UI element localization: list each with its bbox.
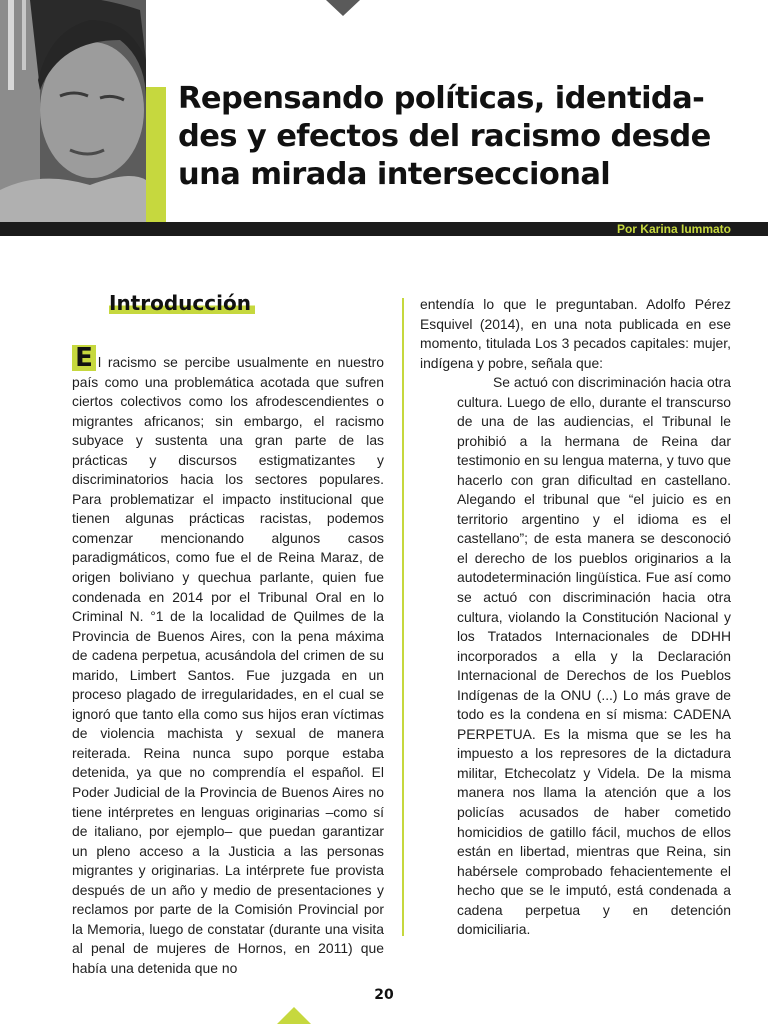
- title-line-1: Repensando políticas, identida-: [178, 81, 705, 116]
- title-line-3: una mirada interseccional: [178, 157, 611, 192]
- intro-paragraph: [72, 343, 384, 979]
- page-number: 20: [374, 987, 394, 1003]
- section-heading: Introducción: [109, 290, 255, 316]
- right-column-intro: [420, 295, 731, 373]
- title-line-2: des y efectos del racismo desde: [178, 119, 711, 154]
- article-title: [178, 80, 748, 194]
- author-photo: [0, 0, 146, 222]
- column-divider: [402, 298, 404, 936]
- title-accent-bar: [146, 87, 166, 222]
- right-column-text: entendía lo que le preguntaban. Adolfo Pérez Esquivel (2014), en una nota publicada en ese momento, titulada Los 3 pecados capitales: mujer, indígena y pobre, señala que:: [420, 296, 731, 371]
- quote-text: Se actuó con discriminación hacia otra cultura. Luego de ello, durante el transcurso de una de las audiencias, el Tribunal le prohibió a la hermana de Reina dar testimonio en su lengua materna, y tuvo que hacerlo con gran dificultad en castellano. Alegando el tribunal que “el juicio es en territorio argentino y el idioma es el castellano”; de esta manera se desconoció el derecho de los pueblos originarios a la autodeterminación lingüística. Fue así como se actuó con discriminación hacia otra cultura, violando la Constitución Nacional y los Tratados Internacionales de DDHH incorporados a ella y la Declaración Internacional de Derechos de los Pueblos Indígenas de la ONU (...) Lo más grave de todo es la condena en sí misma: CADENA PERPETUA. Es la misma que se les ha impuesto a los represores de la dictadura militar, Etchecolatz y Videla. De la misma manera nos llama la atención que a los policías acusados de haber cometido homicidios de gatillo fácil, muchos de ellos están en libertad, mientras que Reina, sin habérsele comprobado fehacientemente el hecho que se le imputó, está condenada a cadena perpetua y en detención domiciliaria.: [457, 374, 731, 938]
- bottom-triangle-marker: [277, 1007, 311, 1024]
- block-quote: [457, 373, 731, 940]
- left-column-text: l racismo se percibe usualmente en nuestro país como una problemática acotada que sufren ciertos colectivos como los afrodescendientes o migrantes africanos; sin embargo, el racismo subyace y sustenta una gran parte de las prácticas y discursos estigmatizantes y discriminatorios hacia los sectores populares. Para problematizar el impacto institucional que tienen algunas prácticas racistas, podemos comenzar mencionando algunos casos paradigmáticos, como fue el de Reina Maraz, de origen boliviano y quechua parlante, quien fue condenada en 2014 por el Tribunal Oral en lo Criminal N. °1 de la localidad de Quilmes de la Provincia de Buenos Aires, con la pena máxima de cadena perpetua, acusándola del crimen de su marido, Limbert Santos. Fue juzgada en un proceso plagado de irregularidades, en el cual se ignoró que tanto ella como sus hijos eran víctimas de violencia machista y sexual de manera reiterada. Reina nunca supo porque estaba detenida, ya que no comprendía el español. El Poder Judicial de la Provincia de Buenos Aires no tiene intérpretes en lenguas originarias –como sí de italiano, por ejemplo– que puedan garantizar un pleno acceso a la Justicia a las personas migrantes y originarias. La intérprete fue provista después de un año y medio de presentaciones y reclamos por parte de la Comisión Provincial por la Memoria, luego de constatar (durante una visita al penal de mujeres de Hornos, en 2011) que había una detenida que no: [72, 354, 384, 976]
- left-column: [72, 343, 384, 979]
- drop-cap: E: [72, 345, 96, 371]
- author-byline: Por Karina Iummato: [616, 222, 731, 236]
- top-triangle-marker: [326, 0, 360, 16]
